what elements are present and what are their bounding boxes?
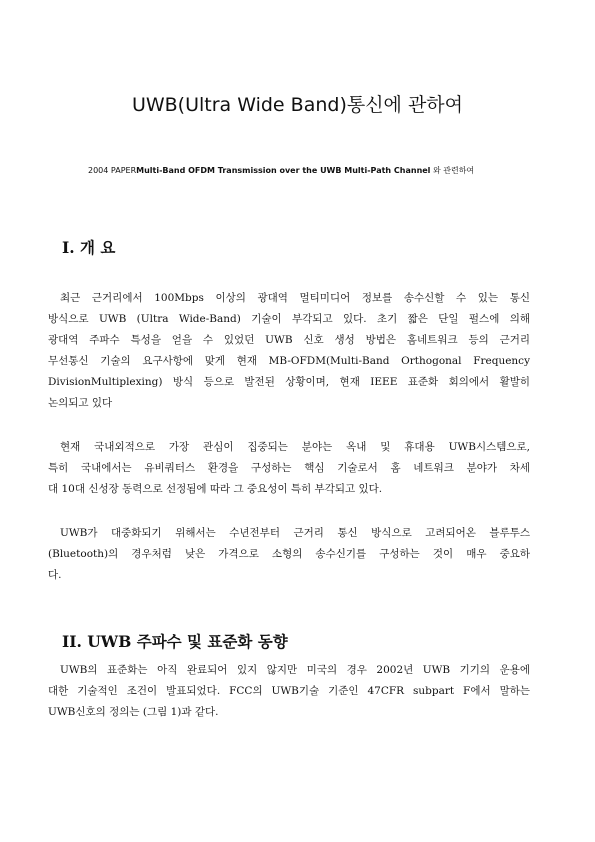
subtitle-paper-title: Multi-Band OFDM Transmission over the UWB Multi-Path Channel xyxy=(136,166,431,175)
paragraph-line: DivisionMultiplexing) 방식 등으로 발전된 상황이며, 현재 IEEE 표준화 회의에서 활발히 xyxy=(48,376,530,388)
paragraph-line: UWB의 표준화는 아직 완료되어 있지 않지만 미국의 경우 2002년 UWB 기기의 운용에 xyxy=(60,664,530,676)
paragraph-line: 특히 국내에서는 유비쿼터스 환경을 구성하는 핵심 기술로서 홈 네트워크 분야가 차세 xyxy=(48,462,530,474)
paragraph-line: 다. xyxy=(48,569,62,581)
subtitle-suffix: 와 관련하여 xyxy=(430,166,475,175)
paragraph-line: 대 10대 신성장 동력으로 선정됨에 따라 그 중요성이 특히 부각되고 있다. xyxy=(48,483,383,495)
paragraph-line: 방식으로 UWB (Ultra Wide-Band) 기술이 부각되고 있다. 초기 짧은 단일 펄스에 의해 xyxy=(48,313,530,325)
paragraph-line: UWB신호의 정의는 (그림 1)과 같다. xyxy=(48,706,219,718)
section-1-paragraph-2 xyxy=(48,437,530,500)
paragraph-line: 최근 근거리에서 100Mbps 이상의 광대역 멀티미디어 정보를 송수신할 수 있는 통신 xyxy=(60,292,530,304)
subtitle-prefix: 2004 PAPER xyxy=(88,166,137,175)
document-subtitle xyxy=(88,165,558,176)
paragraph-line: 논의되고 있다 xyxy=(48,397,113,409)
section-1-heading: Ⅰ. 개 요 xyxy=(62,238,116,257)
document-title: UWB(Ultra Wide Band)통신에 관하여 xyxy=(131,94,464,116)
paragraph-line: 대한 기술적인 조건이 발표되었다. FCC의 UWB기술 기준인 47CFR subpart F에서 말하는 xyxy=(48,685,530,697)
section-1-paragraph-1 xyxy=(48,288,530,414)
section-1-paragraph-3 xyxy=(48,523,530,586)
paragraph-line: (Bluetooth)의 경우처럼 낮은 가격으로 소형의 송수신기를 구성하는 것이 매우 중요하 xyxy=(48,548,530,560)
section-2-heading: II. UWB 주파수 및 표준화 동향 xyxy=(62,632,288,651)
paragraph-line: 현재 국내외적으로 가장 관심이 집중되는 분야는 옥내 및 휴대용 UWB시스템으로, xyxy=(60,441,530,453)
paragraph-line: 광대역 주파수 특성을 얻을 수 있었던 UWB 신호 생성 방법은 홈네트워크 등의 근거리 xyxy=(48,334,530,346)
section-2-paragraph-1 xyxy=(48,660,530,723)
paragraph-line: 무선통신 기술의 요구사항에 맞게 현재 MB-OFDM(Multi-Band Orthogonal Frequency xyxy=(48,355,530,367)
paragraph-line: UWB가 대중화되기 위해서는 수년전부터 근거리 통신 방식으로 고려되어온 블루투스 xyxy=(60,527,530,539)
